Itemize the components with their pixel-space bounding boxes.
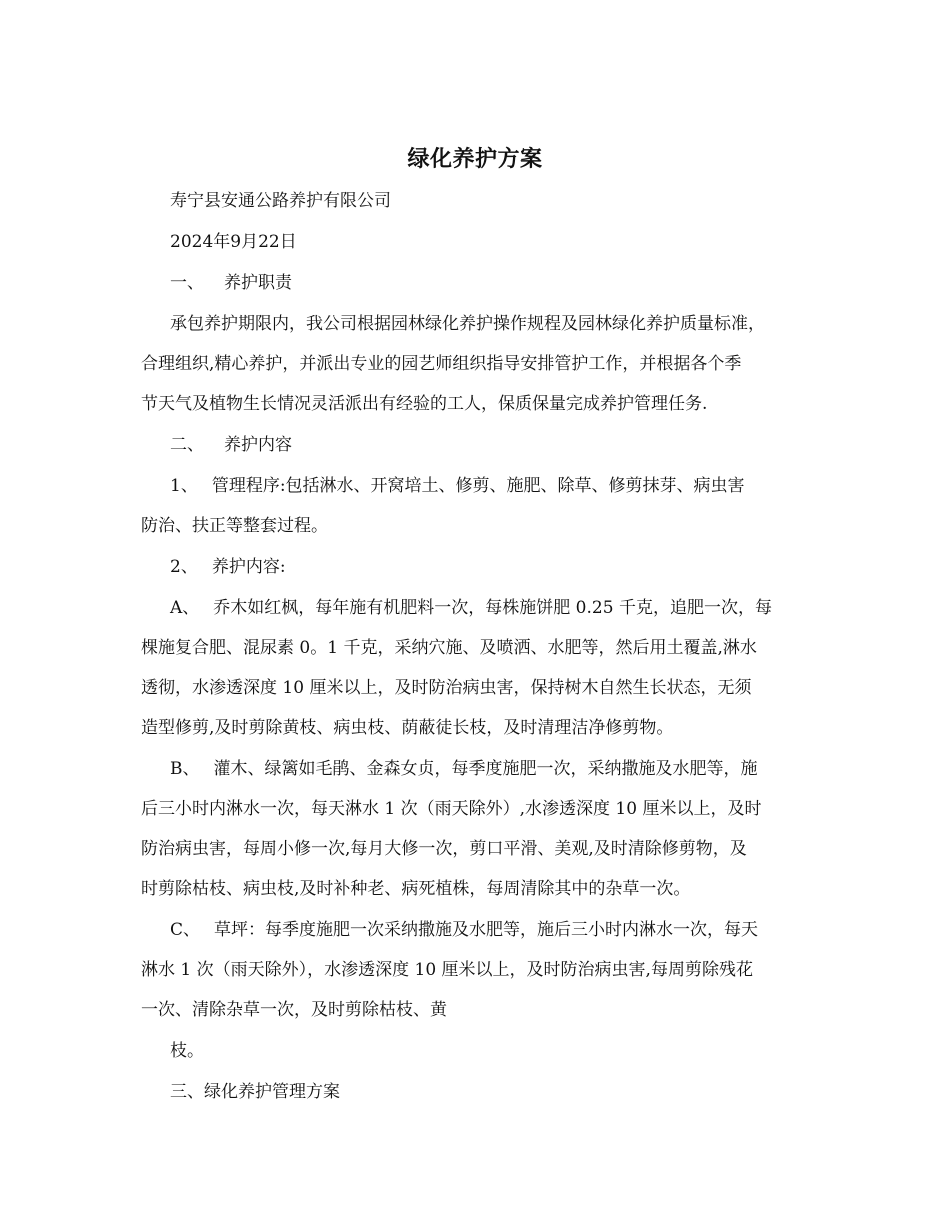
item-2-line xyxy=(170,555,850,579)
section-number: 二、 xyxy=(170,435,204,455)
item-text: 草坪：每季度施肥一次采纳撒施及水肥等，施后三小时内淋水一次，每天 xyxy=(214,920,759,940)
section-heading-1 xyxy=(170,271,850,295)
item-a-line xyxy=(170,596,850,620)
item-text: 灌木、绿篱如毛鹃、金森女贞，每季度施肥一次，采纳撒施及水肥等，施 xyxy=(213,759,758,779)
section-heading-3: 三、绿化养护管理方案 xyxy=(170,1082,340,1102)
item-c-line xyxy=(170,918,850,942)
item-1-line: 防治、扶正等整套过程。 xyxy=(141,516,328,536)
section-title: 养护职责 xyxy=(224,273,292,293)
item-number: C、 xyxy=(170,920,201,940)
paragraph-line: 合理组织,精心养护，并派出专业的园艺师组织指导安排管护工作，并根据各个季 xyxy=(141,354,742,374)
paragraph-line: 承包养护期限内，我公司根据园林绿化养护操作规程及园林绿化养护质量标准， xyxy=(170,314,765,334)
item-a-line: 透彻，水渗透深度 10 厘米以上，及时防治病虫害，保持树木自然生长状态，无须 xyxy=(141,678,752,698)
company-name: 寿宁县安通公路养护有限公司 xyxy=(170,191,391,211)
item-a-line: 造型修剪,及时剪除黄枝、病虫枝、荫蔽徒长枝，及时清理洁净修剪物。 xyxy=(141,718,674,738)
item-text: 乔木如红枫，每年施有机肥料一次，每株施饼肥 0.25 千克，追肥一次，每 xyxy=(213,598,772,618)
item-c-tail: 枝。 xyxy=(170,1041,204,1061)
item-text: 养护内容: xyxy=(211,557,286,577)
paragraph-line: 节天气及植物生长情况灵活派出有经验的工人，保质保量完成养护管理任务. xyxy=(141,394,708,414)
item-b-line xyxy=(170,757,850,781)
section-heading-2 xyxy=(170,433,850,457)
item-b-line: 后三小时内淋水一次，每天淋水 1 次（雨天除外）,水渗透深度 10 厘米以上，及时 xyxy=(141,799,762,819)
item-number: 1、 xyxy=(170,476,198,496)
section-title: 养护内容 xyxy=(224,435,292,455)
item-number: A、 xyxy=(170,598,200,618)
item-b-line: 时剪除枯枝、病虫枝,及时补种老、病死植株，每周清除其中的杂草一次。 xyxy=(141,879,691,899)
document-date: 2024年9月22日 xyxy=(170,232,297,252)
document-title: 绿化养护方案 xyxy=(407,146,543,172)
item-b-line: 防治病虫害，每周小修一次,每月大修一次，剪口平滑、美观,及时清除修剪物，及 xyxy=(141,839,747,859)
item-number: B、 xyxy=(170,759,200,779)
item-number: 2、 xyxy=(170,557,198,577)
item-text: 管理程序:包括淋水、开窝培土、修剪、施肥、除草、修剪抹芽、病虫害 xyxy=(211,476,745,496)
item-1-line xyxy=(170,474,850,498)
item-c-line: 淋水 1 次（雨天除外），水渗透深度 10 厘米以上，及时防治病虫害,每周剪除残花 xyxy=(141,960,753,980)
item-a-line: 棵施复合肥、混尿素 0。1 千克，采纳穴施、及喷洒、水肥等，然后用土覆盖,淋水 xyxy=(141,638,757,658)
item-c-line: 一次、清除杂草一次，及时剪除枯枝、黄 xyxy=(141,1000,447,1020)
section-number: 一、 xyxy=(170,273,204,293)
